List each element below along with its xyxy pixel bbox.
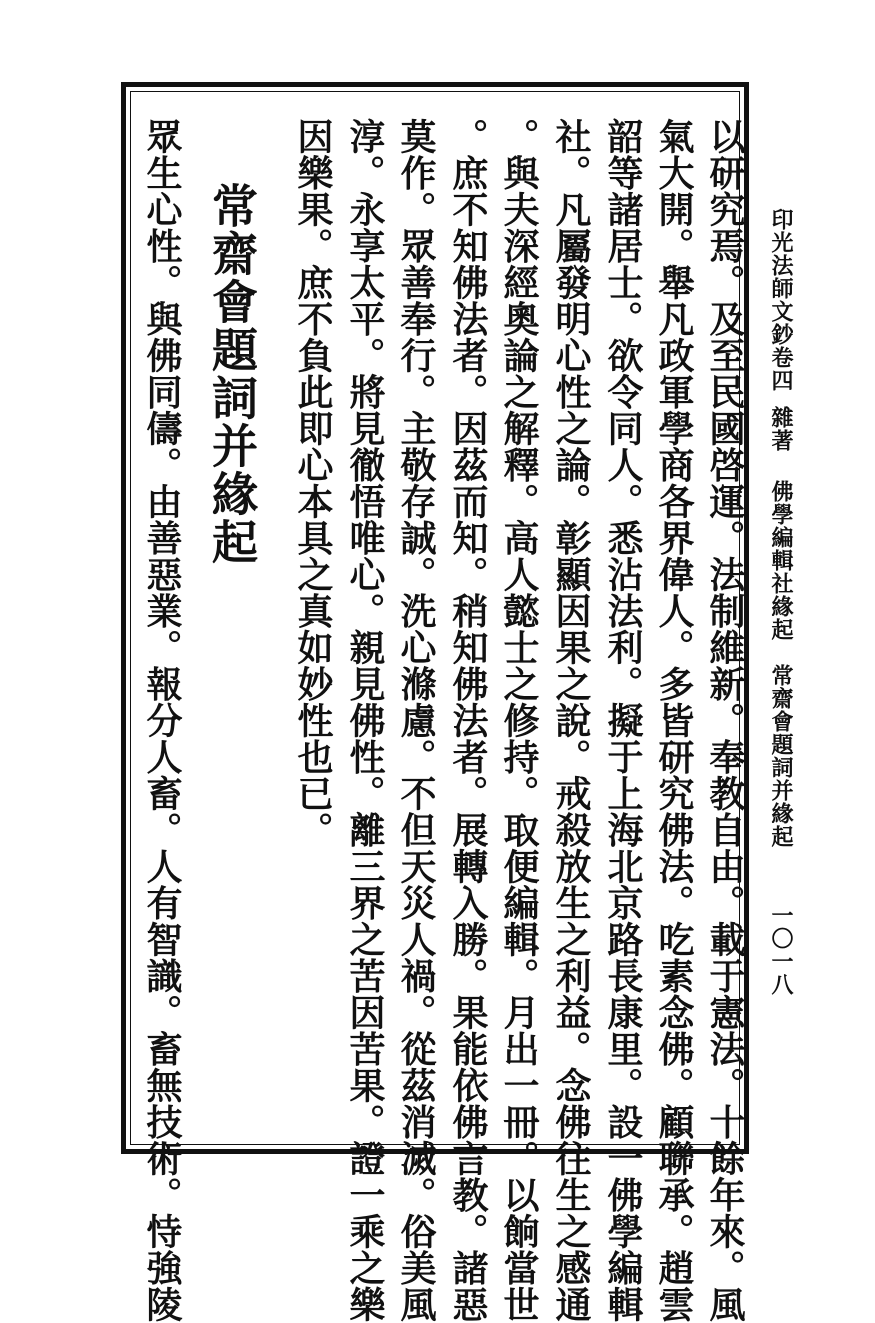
- text-column-5: 。與夫深經奧論之解釋。高人懿士之修持。取便編輯。月出一冊。以餉當世: [498, 118, 540, 1323]
- text-column-4: 社。凡屬發明心性之論。彰顯因果之說。戒殺放生之利益。念佛往生之感通: [550, 118, 592, 1323]
- section-title: 常齋會題詞并緣起: [205, 182, 259, 566]
- book-title: 印光法師文鈔卷四: [768, 208, 794, 392]
- text-column-final: 眾生心性。與佛同儔。由善惡業。報分人畜。人有智識。畜無技術。恃強陵: [141, 118, 183, 1323]
- text-column-8: 淳。永享太平。將見徹悟唯心。親見佛性。離三界之苦因苦果。證一乘之樂: [344, 118, 386, 1323]
- section-name: 雜著: [768, 406, 794, 452]
- text-column-1: 以研究焉。及至民國啓運。法制維新。奉教自由。載于憲法。十餘年來。風: [704, 118, 746, 1323]
- text-column-6: 。庶不知佛法者。因茲而知。稍知佛法者。展轉入勝。果能依佛言教。諸惡: [447, 118, 489, 1323]
- text-column-7: 莫作。眾善奉行。主敬存誠。洗心滌慮。不但天災人禍。從茲消滅。俗美風: [395, 118, 437, 1323]
- text-column-9: 因樂果。庶不負此即心本具之真如妙性也已。: [292, 118, 334, 848]
- text-column-3: 韶等諸居士。欲令同人。悉沾法利。擬于上海北京路長康里。設一佛學編輯: [602, 118, 644, 1323]
- running-title: 佛學編輯社緣起 常齋會題詞并緣起: [768, 480, 794, 848]
- text-column-2: 氣大開。舉凡政軍學商各界偉人。多皆研究佛法。吃素念佛。顧聯承。趙雲: [653, 118, 695, 1323]
- margin-header: [768, 208, 794, 848]
- page-number: 一〇一八: [768, 904, 794, 996]
